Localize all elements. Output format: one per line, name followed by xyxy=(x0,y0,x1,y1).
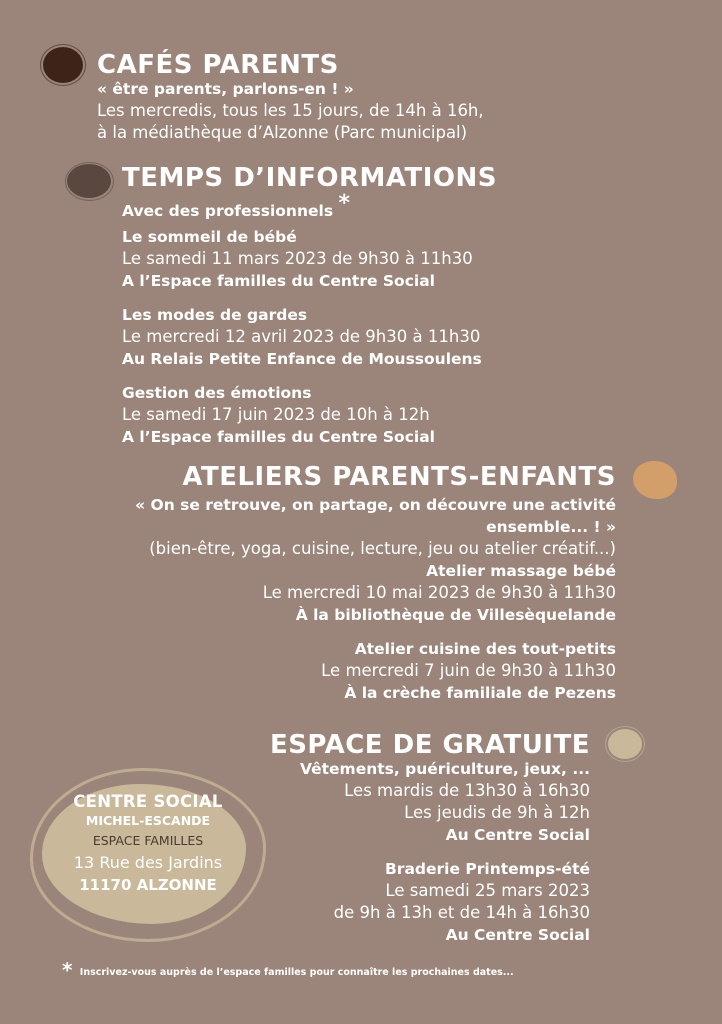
asterisk-icon: * xyxy=(62,958,73,982)
centre-department: ESPACE FAMILLES xyxy=(92,833,204,848)
event-date: Le mercredi 10 mai 2023 de 9h30 à 11h30 xyxy=(262,583,616,602)
espace-line-2: Les jeudis de 9h à 12h xyxy=(404,803,590,822)
event-place: A l’Espace familles du Centre Social xyxy=(122,428,435,446)
event-date: Le mercredi 7 juin de 9h30 à 11h30 xyxy=(321,661,616,680)
temps-event-3 xyxy=(122,382,497,448)
ateliers-event-2 xyxy=(135,638,616,704)
espace-title: ESPACE DE GRATUITE xyxy=(269,730,590,760)
section-cafes-parents xyxy=(97,50,484,144)
section-temps-informations xyxy=(122,163,497,448)
ateliers-quote-line-1: « On se retrouve, on partage, on découvre une activité xyxy=(135,496,616,514)
temps-subtitle: Avec des professionnels xyxy=(122,202,334,220)
event-name: Atelier cuisine des tout-petits xyxy=(354,640,616,658)
espace-line-1: Les mardis de 13h30 à 16h30 xyxy=(344,781,590,800)
event-name: Gestion des émotions xyxy=(122,384,312,402)
grey-brown-blob-ring xyxy=(65,162,114,201)
event-name: Atelier massage bébé xyxy=(426,562,616,580)
cafes-line-1: Les mercredis, tous les 15 jours, de 14h à 16h, xyxy=(97,101,484,120)
orange-blob-icon xyxy=(633,461,677,499)
centre-street: 13 Rue des Jardins xyxy=(73,853,223,872)
temps-subtitle-row xyxy=(122,193,497,222)
event-date: Le samedi 11 mars 2023 de 9h30 à 11h30 xyxy=(122,249,473,268)
event-name: Les modes de gardes xyxy=(122,306,308,324)
braderie-hours: de 9h à 13h et de 14h à 16h30 xyxy=(333,903,590,922)
ateliers-event-1 xyxy=(135,560,616,626)
footnote xyxy=(62,958,514,982)
dark-brown-blob-ring xyxy=(40,44,86,86)
event-date: Le mercredi 12 avril 2023 de 9h30 à 11h30 xyxy=(122,327,481,346)
event-name: Le sommeil de bébé xyxy=(122,228,297,246)
temps-event-2 xyxy=(122,304,497,370)
centre-city: 11170 ALZONNE xyxy=(79,876,217,894)
centre-title: CENTRE SOCIAL xyxy=(73,792,223,811)
section-espace-gratuite xyxy=(270,730,590,946)
cafes-line-2: à la médiathèque d’Alzonne (Parc municipal) xyxy=(97,123,468,142)
braderie-date: Le samedi 25 mars 2023 xyxy=(385,881,590,900)
asterisk-icon: * xyxy=(338,191,350,216)
braderie-name: Braderie Printemps-été xyxy=(384,860,590,878)
espace-subtitle: Vêtements, puériculture, jeux, ... xyxy=(299,760,590,778)
braderie-event xyxy=(270,858,590,946)
cafes-subtitle: « être parents, parlons-en ! » xyxy=(97,80,354,98)
event-place: À la crèche familiale de Pezens xyxy=(344,684,616,702)
temps-title: TEMPS D’INFORMATIONS xyxy=(122,163,497,193)
ateliers-examples: (bien-être, yoga, cuisine, lecture, jeu ou atelier créatif...) xyxy=(149,539,616,558)
beige-blob-ring xyxy=(605,726,645,762)
section-ateliers xyxy=(135,462,616,704)
centre-social-address-block xyxy=(36,778,256,928)
braderie-place: Au Centre Social xyxy=(445,926,590,944)
cafes-title: CAFÉS PARENTS xyxy=(97,50,339,80)
ateliers-title: ATELIERS PARENTS-ENFANTS xyxy=(182,462,616,492)
ateliers-quote-line-2: ensemble... ! » xyxy=(486,518,616,536)
temps-event-1 xyxy=(122,226,497,292)
event-place: Au Relais Petite Enfance de Moussoulens xyxy=(122,350,482,368)
event-date: Le samedi 17 juin 2023 de 10h à 12h xyxy=(122,405,430,424)
espace-place: Au Centre Social xyxy=(445,826,590,844)
footnote-text: Inscrivez-vous auprès de l’espace familles pour connaître les prochaines dates... xyxy=(79,967,514,978)
event-place: A l’Espace familles du Centre Social xyxy=(122,272,435,290)
centre-text xyxy=(36,792,260,896)
event-place: À la bibliothèque de Villesèquelande xyxy=(295,606,616,624)
centre-subtitle: MICHEL-ESCANDE xyxy=(85,813,211,828)
